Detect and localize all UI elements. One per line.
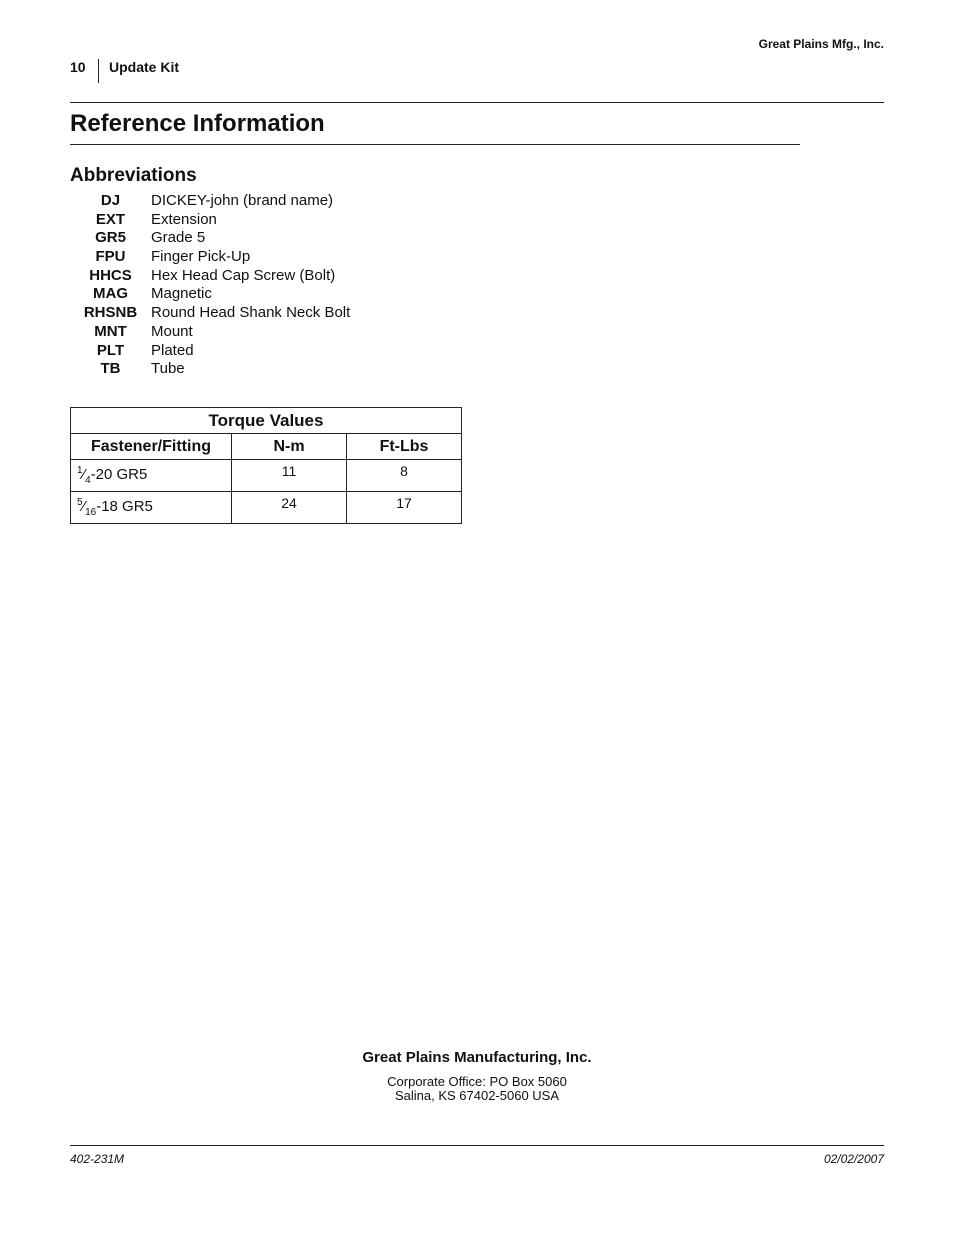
abbreviation-code: FPU bbox=[95, 248, 126, 266]
ftlbs-cell: 8 bbox=[347, 460, 462, 492]
table-title: Torque Values bbox=[71, 408, 462, 434]
fraction-denominator: 16 bbox=[85, 507, 97, 518]
abbreviation-code: HHCS bbox=[89, 266, 132, 284]
abbreviation-code: DJ bbox=[100, 192, 121, 209]
abbreviation-row bbox=[80, 323, 350, 342]
ftlbs-cell: 17 bbox=[347, 492, 462, 524]
section-name: Update Kit bbox=[109, 59, 179, 75]
title-rule bbox=[70, 144, 800, 145]
abbreviation-definition: Round Head Shank Neck Bolt bbox=[151, 304, 351, 322]
abbreviation-code: MAG bbox=[93, 285, 128, 303]
abbreviation-definition: Extension bbox=[151, 210, 217, 228]
fraction-numerator: 5 bbox=[77, 497, 83, 508]
abbreviation-code: PLT bbox=[96, 341, 125, 359]
table-row bbox=[71, 460, 462, 492]
fastener-cell: $^1⁄_4-20$ GR5 bbox=[71, 460, 232, 492]
abbreviation-definition: Tube bbox=[151, 360, 185, 378]
page-number: 10 bbox=[70, 59, 86, 75]
abbreviation-code: RHSNB bbox=[83, 304, 138, 322]
abbreviation-definition: DICKEY-john (brand name) bbox=[151, 192, 334, 209]
abbreviation-code: EXT bbox=[95, 210, 126, 228]
column-header-fastener: Fastener/Fitting bbox=[71, 434, 232, 460]
fastener-spec: -20 GR5 bbox=[90, 466, 148, 483]
abbreviation-row bbox=[80, 192, 350, 211]
header-company: Great Plains Mfg., Inc. bbox=[758, 37, 884, 51]
address-line-1: Corporate Office: PO Box 5060 bbox=[387, 1074, 567, 1089]
nm-cell: 11 bbox=[232, 460, 347, 492]
footer-rule bbox=[70, 1145, 884, 1146]
abbreviation-definition: Finger Pick-Up bbox=[151, 248, 251, 266]
abbreviation-code: MNT bbox=[94, 322, 127, 340]
abbreviation-definition: Grade 5 bbox=[151, 229, 206, 247]
table-row bbox=[71, 492, 462, 524]
abbreviation-row bbox=[80, 211, 350, 230]
abbreviation-definition: Hex Head Cap Screw (Bolt) bbox=[151, 266, 336, 284]
abbreviation-code: GR5 bbox=[95, 229, 126, 247]
abbreviation-code: TB bbox=[100, 360, 121, 378]
document-number: 402-231M bbox=[70, 1152, 125, 1166]
column-header-nm: N-m bbox=[232, 434, 347, 460]
fastener-cell: $^5⁄_{16}-18$ GR5 bbox=[71, 492, 232, 524]
abbreviation-row bbox=[80, 229, 350, 248]
abbreviation-row bbox=[80, 360, 350, 379]
torque-values-table bbox=[70, 407, 462, 524]
abbreviation-definition: Plated bbox=[151, 341, 194, 359]
table-header-row bbox=[71, 434, 462, 460]
document-date: 02/02/2007 bbox=[823, 1152, 884, 1166]
abbreviation-row bbox=[80, 267, 350, 286]
header-divider bbox=[98, 59, 99, 83]
abbreviation-row bbox=[80, 248, 350, 267]
fraction-numerator: 1 bbox=[77, 465, 83, 476]
abbreviations-list bbox=[80, 192, 350, 379]
footer-address bbox=[0, 1075, 954, 1103]
address-line-2: Salina, KS 67402-5060 USA bbox=[394, 1088, 560, 1103]
abbreviation-row bbox=[80, 285, 350, 304]
abbreviation-definition: Magnetic bbox=[151, 285, 212, 303]
abbreviation-row bbox=[80, 342, 350, 361]
header-rule bbox=[70, 102, 884, 103]
abbreviation-row bbox=[80, 304, 350, 323]
page-title: Reference Information bbox=[70, 110, 325, 137]
abbreviations-heading: Abbreviations bbox=[70, 165, 197, 186]
abbreviation-definition: Mount bbox=[151, 322, 193, 340]
column-header-ftlbs: Ft-Lbs bbox=[347, 434, 462, 460]
nm-cell: 24 bbox=[232, 492, 347, 524]
fraction-denominator: 4 bbox=[85, 475, 91, 486]
footer-company: Great Plains Manufacturing, Inc. bbox=[362, 1049, 592, 1066]
fastener-spec: -18 GR5 bbox=[96, 498, 153, 515]
